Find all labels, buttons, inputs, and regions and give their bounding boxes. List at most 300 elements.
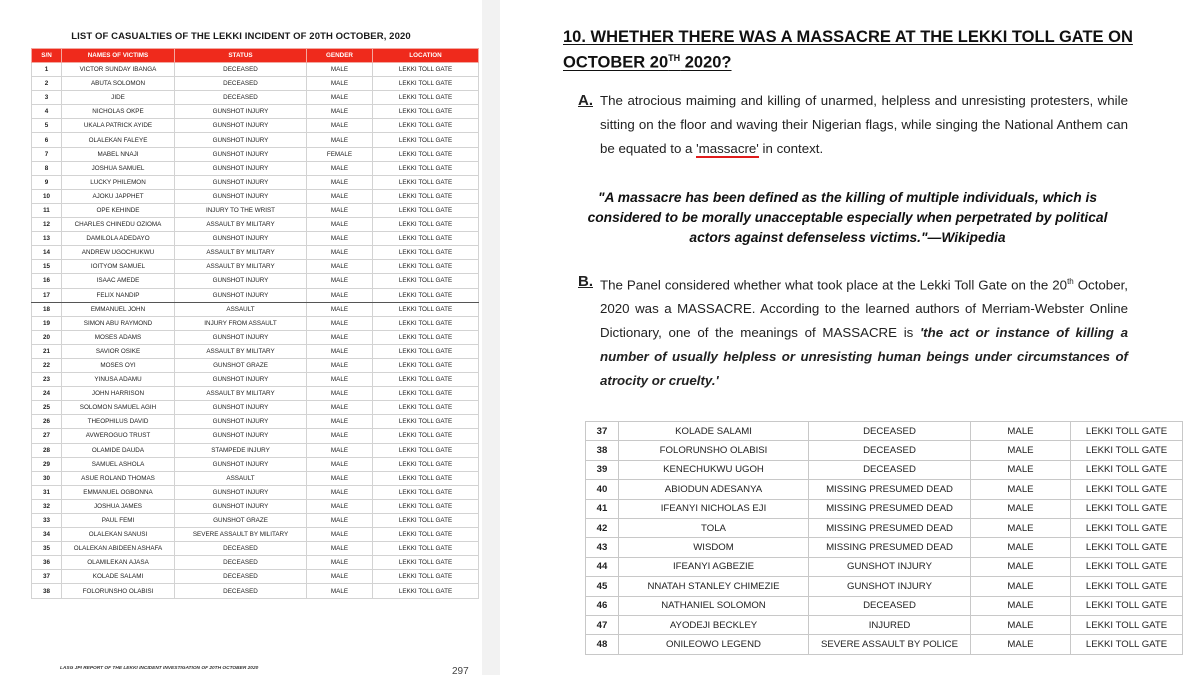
table-row [32,302,479,316]
sn-cell: 42 [586,518,619,537]
sn-cell: 23 [32,373,62,387]
heading-end: 2020? [680,53,732,72]
gender-cell: MALE [307,161,373,175]
table-row [32,133,479,147]
status-cell: GUNSHOT INJURY [175,485,307,499]
name-cell: UKALA PATRICK AYIDE [62,119,175,133]
status-cell: DECEASED [175,584,307,598]
location-cell: LEKKI TOLL GATE [373,133,479,147]
sn-cell: 24 [32,387,62,401]
location-cell: LEKKI TOLL GATE [1071,577,1183,596]
gender-cell: MALE [307,63,373,77]
paragraph-b-text [600,270,1128,393]
table-row [32,443,479,457]
location-cell: LEKKI TOLL GATE [373,499,479,513]
heading-superscript: TH [668,53,681,63]
gender-cell: MALE [307,373,373,387]
gender-cell: MALE [307,556,373,570]
sn-cell: 19 [32,316,62,330]
casualty-table-continued [585,421,1183,655]
page-number: 297 [452,666,469,675]
page-divider [482,0,500,675]
name-cell: OLAMIDE DAUDA [62,443,175,457]
table-row [586,518,1183,537]
sn-cell: 15 [32,260,62,274]
table-row [32,63,479,77]
table-row [32,556,479,570]
location-cell: LEKKI TOLL GATE [373,584,479,598]
table-row [32,77,479,91]
table-row [32,316,479,330]
gender-cell: MALE [307,415,373,429]
status-cell: SEVERE ASSAULT BY POLICE [809,635,971,654]
sn-cell: 14 [32,246,62,260]
table-row [32,584,479,598]
status-cell: ASSAULT BY MILITARY [175,387,307,401]
location-cell: LEKKI TOLL GATE [1071,441,1183,460]
sn-cell: 39 [586,460,619,479]
location-cell: LEKKI TOLL GATE [373,514,479,528]
right-document-page [500,0,1200,675]
status-cell: ASSAULT BY MILITARY [175,260,307,274]
gender-cell: MALE [307,528,373,542]
sn-cell: 33 [32,514,62,528]
location-cell: LEKKI TOLL GATE [373,232,479,246]
gender-cell: MALE [307,218,373,232]
table-row [586,460,1183,479]
left-document-page [0,0,482,675]
name-cell: MOSES OYI [62,358,175,372]
gender-cell: MALE [307,105,373,119]
gender-cell: MALE [307,429,373,443]
gender-cell: MALE [307,471,373,485]
gender-cell: MALE [971,441,1071,460]
gender-cell: MALE [307,203,373,217]
name-cell: SOLOMON SAMUEL AGIH [62,401,175,415]
location-cell: LEKKI TOLL GATE [373,429,479,443]
name-cell: MABEL NNAJI [62,147,175,161]
name-cell: NICHOLAS OKPE [62,105,175,119]
table-row [32,415,479,429]
location-cell: LEKKI TOLL GATE [373,175,479,189]
sn-cell: 22 [32,358,62,372]
name-cell: IOITYOM SAMUEL [62,260,175,274]
gender-cell: MALE [307,584,373,598]
gender-cell: MALE [307,133,373,147]
sn-cell: 31 [32,485,62,499]
name-cell: NNATAH STANLEY CHIMEZIE [619,577,809,596]
table-row [32,528,479,542]
location-cell: LEKKI TOLL GATE [373,387,479,401]
name-cell: FOLORUNSHO OLABISI [619,441,809,460]
location-cell: LEKKI TOLL GATE [1071,422,1183,441]
location-cell: LEKKI TOLL GATE [373,119,479,133]
gender-cell: MALE [307,457,373,471]
name-cell: SIMON ABU RAYMOND [62,316,175,330]
paragraph-a-end: in context. [758,141,824,156]
status-cell: GUNSHOT INJURY [175,119,307,133]
location-cell: LEKKI TOLL GATE [373,105,479,119]
status-cell: GUNSHOT INJURY [175,161,307,175]
name-cell: AJOKU JAPPHET [62,189,175,203]
table-row [586,557,1183,576]
sn-cell: 35 [32,542,62,556]
heading-text: WHETHER THERE WAS A MASSACRE AT THE LEKKI TOLL GATE ON OCTOBER 20 [563,28,1133,72]
paragraph-b-part2: October, 2020 was a MASSACRE. According to the learned authors of Merriam-Webster Online Dictionary, one of the meanings of MASSACRE is [600,277,1128,341]
name-cell: YINUSA ADAMU [62,373,175,387]
casualty-list-title: LIST OF CASUALTIES OF THE LEKKI INCIDENT OF 20TH OCTOBER, 2020 [71,31,411,42]
table-row [32,147,479,161]
status-cell: MISSING PRESUMED DEAD [809,499,971,518]
status-cell: DECEASED [175,570,307,584]
name-cell: CHARLES CHINEDU OZIOMA [62,218,175,232]
table-row [32,161,479,175]
table-row [586,615,1183,634]
location-cell: LEKKI TOLL GATE [373,556,479,570]
location-cell: LEKKI TOLL GATE [373,189,479,203]
status-cell: DECEASED [175,63,307,77]
status-cell: GUNSHOT INJURY [175,105,307,119]
location-cell: LEKKI TOLL GATE [373,471,479,485]
name-cell: SAMUEL ASHOLA [62,457,175,471]
location-cell: LEKKI TOLL GATE [1071,557,1183,576]
table-row [586,422,1183,441]
status-cell: GUNSHOT INJURY [809,557,971,576]
paragraph-b-part1: The Panel considered whether what took place at the Lekki Toll Gate on the 20 [600,277,1068,293]
wikipedia-quote: "A massacre has been defined as the killing of multiple individuals, which is considered to be morally unacceptable especially when perpetrated by political actors against defenseless victims."—Wikipedia [587,190,1108,245]
table-row [32,542,479,556]
table-row [32,457,479,471]
location-cell: LEKKI TOLL GATE [373,91,479,105]
status-cell: GUNSHOT INJURY [175,401,307,415]
status-cell: GUNSHOT INJURY [175,274,307,288]
name-cell: JIDE [62,91,175,105]
status-cell: DECEASED [175,91,307,105]
sn-cell: 13 [32,232,62,246]
name-cell: ABUTA SOLOMON [62,77,175,91]
name-cell: LUCKY PHILEMON [62,175,175,189]
status-cell: ASSAULT [175,471,307,485]
paragraph-b-letter: B. [578,273,593,290]
gender-cell: MALE [307,288,373,302]
sn-cell: 48 [586,635,619,654]
status-cell: INJURED [809,615,971,634]
sn-cell: 11 [32,203,62,217]
status-cell: GUNSHOT INJURY [175,429,307,443]
header-gender: GENDER [307,49,373,63]
gender-cell: MALE [307,189,373,203]
report-footer: LASG JPI REPORT OF THE LEKKI INCIDENT INVESTIGATION OF 20TH OCTOBER 2020 [60,666,259,671]
status-cell: DECEASED [809,422,971,441]
table-row [586,577,1183,596]
location-cell: LEKKI TOLL GATE [373,485,479,499]
status-cell: GUNSHOT INJURY [175,288,307,302]
location-cell: LEKKI TOLL GATE [1071,635,1183,654]
sn-cell: 10 [32,189,62,203]
gender-cell: MALE [307,358,373,372]
gender-cell: MALE [307,570,373,584]
sn-cell: 37 [586,422,619,441]
status-cell: MISSING PRESUMED DEAD [809,480,971,499]
gender-cell: MALE [971,635,1071,654]
name-cell: WISDOM [619,538,809,557]
table-row [32,514,479,528]
status-cell: DECEASED [175,556,307,570]
status-cell: GUNSHOT INJURY [175,232,307,246]
name-cell: FELIX NANDIP [62,288,175,302]
sn-cell: 36 [32,556,62,570]
gender-cell: MALE [307,119,373,133]
status-cell: GUNSHOT INJURY [175,147,307,161]
status-cell: GUNSHOT INJURY [175,373,307,387]
name-cell: TOLA [619,518,809,537]
name-cell: KOLADE SALAMI [619,422,809,441]
status-cell: ASSAULT BY MILITARY [175,344,307,358]
status-cell: GUNSHOT INJURY [175,457,307,471]
name-cell: FOLORUNSHO OLABISI [62,584,175,598]
sn-cell: 12 [32,218,62,232]
gender-cell: MALE [307,175,373,189]
status-cell: ASSAULT BY MILITARY [175,246,307,260]
paragraph-b-superscript: th [1067,277,1074,286]
location-cell: LEKKI TOLL GATE [1071,460,1183,479]
name-cell: ASUE ROLAND THOMAS [62,471,175,485]
gender-cell: MALE [307,443,373,457]
location-cell: LEKKI TOLL GATE [373,246,479,260]
gender-cell: MALE [307,260,373,274]
status-cell: SEVERE ASSAULT BY MILITARY [175,528,307,542]
gender-cell: MALE [971,499,1071,518]
gender-cell: MALE [307,246,373,260]
location-cell: LEKKI TOLL GATE [373,302,479,316]
name-cell: NATHANIEL SOLOMON [619,596,809,615]
table-row [32,288,479,302]
name-cell: DAMILOLA ADEDAYO [62,232,175,246]
location-cell: LEKKI TOLL GATE [373,316,479,330]
sn-cell: 27 [32,429,62,443]
name-cell: OLAMILEKAN AJASA [62,556,175,570]
table-row [32,330,479,344]
sn-cell: 34 [32,528,62,542]
gender-cell: MALE [307,91,373,105]
sn-cell: 38 [586,441,619,460]
table-row [32,344,479,358]
status-cell: GUNSHOT INJURY [175,415,307,429]
sn-cell: 6 [32,133,62,147]
gender-cell: MALE [307,302,373,316]
location-cell: LEKKI TOLL GATE [373,288,479,302]
casualty-table [31,48,479,599]
location-cell: LEKKI TOLL GATE [373,457,479,471]
sn-cell: 43 [586,538,619,557]
header-sn: S/N [32,49,62,63]
gender-cell: MALE [307,232,373,246]
table-row [32,358,479,372]
sn-cell: 32 [32,499,62,513]
location-cell: LEKKI TOLL GATE [373,330,479,344]
table-row [32,274,479,288]
status-cell: GUNSHOT INJURY [175,133,307,147]
section-heading [563,27,1148,74]
table-row [32,471,479,485]
casualty-table-continued-body [586,422,1183,655]
table-row [32,485,479,499]
status-cell: DECEASED [809,441,971,460]
sn-cell: 8 [32,161,62,175]
gender-cell: MALE [307,499,373,513]
sn-cell: 17 [32,288,62,302]
location-cell: LEKKI TOLL GATE [373,373,479,387]
table-row [32,189,479,203]
paragraph-b [578,270,1128,389]
status-cell: INJURY FROM ASSAULT [175,316,307,330]
table-row [32,429,479,443]
name-cell: AYODEJI BECKLEY [619,615,809,634]
location-cell: LEKKI TOLL GATE [373,401,479,415]
table-row [32,570,479,584]
name-cell: PAUL FEMI [62,514,175,528]
location-cell: LEKKI TOLL GATE [373,63,479,77]
sn-cell: 46 [586,596,619,615]
sn-cell: 25 [32,401,62,415]
gender-cell: MALE [971,557,1071,576]
status-cell: MISSING PRESUMED DEAD [809,538,971,557]
name-cell: VICTOR SUNDAY IBANGA [62,63,175,77]
name-cell: ONILEOWO LEGEND [619,635,809,654]
name-cell: JOSHUA SAMUEL [62,161,175,175]
status-cell: GUNSHOT INJURY [175,189,307,203]
sn-cell: 4 [32,105,62,119]
gender-cell: MALE [971,480,1071,499]
gender-cell: MALE [307,330,373,344]
name-cell: JOHN HARRISON [62,387,175,401]
table-row [32,260,479,274]
gender-cell: MALE [971,518,1071,537]
table-row [586,538,1183,557]
name-cell: SAVIOR OSIKE [62,344,175,358]
table-row [32,401,479,415]
sn-cell: 3 [32,91,62,105]
status-cell: DECEASED [175,542,307,556]
table-row [32,246,479,260]
status-cell: INJURY TO THE WRIST [175,203,307,217]
name-cell: MOSES ADAMS [62,330,175,344]
status-cell: GUNSHOT INJURY [175,499,307,513]
status-cell: GUNSHOT GRAZE [175,514,307,528]
paragraph-a [578,89,1128,164]
header-status: STATUS [175,49,307,63]
gender-cell: MALE [971,538,1071,557]
sn-cell: 7 [32,147,62,161]
location-cell: LEKKI TOLL GATE [1071,615,1183,634]
location-cell: LEKKI TOLL GATE [1071,499,1183,518]
sn-cell: 28 [32,443,62,457]
sn-cell: 30 [32,471,62,485]
sn-cell: 9 [32,175,62,189]
name-cell: OLALEKAN SANUSI [62,528,175,542]
sn-cell: 1 [32,63,62,77]
sn-cell: 44 [586,557,619,576]
name-cell: JOSHUA JAMES [62,499,175,513]
table-row [32,91,479,105]
name-cell: IFEANYI NICHOLAS EJI [619,499,809,518]
location-cell: LEKKI TOLL GATE [373,415,479,429]
name-cell: ABIODUN ADESANYA [619,480,809,499]
table-row [32,218,479,232]
table-row [32,175,479,189]
table-row [586,480,1183,499]
name-cell: AVWEROGUO TRUST [62,429,175,443]
gender-cell: MALE [971,422,1071,441]
table-row [586,499,1183,518]
gender-cell: MALE [307,77,373,91]
name-cell: ISAAC AMEDE [62,274,175,288]
gender-cell: MALE [307,514,373,528]
heading-number: 10. [563,28,586,46]
location-cell: LEKKI TOLL GATE [1071,480,1183,499]
status-cell: ASSAULT BY MILITARY [175,218,307,232]
sn-cell: 21 [32,344,62,358]
paragraph-a-body: The atrocious maiming and killing of unarmed, helpless and unresisting protesters, while sitting on the floor and waving their Nigerian flags, while singing the National Anthem can be equated to a [600,93,1128,156]
gender-cell: MALE [307,316,373,330]
gender-cell: MALE [307,344,373,358]
status-cell: STAMPEDE INJURY [175,443,307,457]
status-cell: GUNSHOT GRAZE [175,358,307,372]
header-location: LOCATION [373,49,479,63]
name-cell: OLALEKAN ABIDEEN ASHAFA [62,542,175,556]
sn-cell: 26 [32,415,62,429]
gender-cell: MALE [307,542,373,556]
gender-cell: MALE [971,460,1071,479]
name-cell: OLALEKAN FALEYE [62,133,175,147]
sn-cell: 5 [32,119,62,133]
status-cell: DECEASED [809,460,971,479]
table-row [32,105,479,119]
gender-cell: MALE [971,615,1071,634]
sn-cell: 38 [32,584,62,598]
sn-cell: 40 [586,480,619,499]
location-cell: LEKKI TOLL GATE [373,344,479,358]
status-cell: DECEASED [175,77,307,91]
table-row [32,119,479,133]
location-cell: LEKKI TOLL GATE [1071,538,1183,557]
sn-cell: 18 [32,302,62,316]
gender-cell: MALE [307,485,373,499]
name-cell: ANDREW UGOCHUKWU [62,246,175,260]
location-cell: LEKKI TOLL GATE [373,218,479,232]
sn-cell: 47 [586,615,619,634]
status-cell: MISSING PRESUMED DEAD [809,518,971,537]
location-cell: LEKKI TOLL GATE [1071,596,1183,615]
status-cell: GUNSHOT INJURY [175,330,307,344]
table-row [586,635,1183,654]
gender-cell: MALE [971,577,1071,596]
gender-cell: MALE [971,596,1071,615]
location-cell: LEKKI TOLL GATE [373,528,479,542]
name-cell: KENECHUKWU UGOH [619,460,809,479]
name-cell: THEOPHILUS DAVID [62,415,175,429]
name-cell: OPE KEHINDE [62,203,175,217]
sn-cell: 20 [32,330,62,344]
status-cell: ASSAULT [175,302,307,316]
name-cell: EMMANUEL JOHN [62,302,175,316]
location-cell: LEKKI TOLL GATE [373,570,479,584]
gender-cell: MALE [307,401,373,415]
status-cell: DECEASED [809,596,971,615]
location-cell: LEKKI TOLL GATE [373,542,479,556]
location-cell: LEKKI TOLL GATE [373,161,479,175]
status-cell: GUNSHOT INJURY [175,175,307,189]
